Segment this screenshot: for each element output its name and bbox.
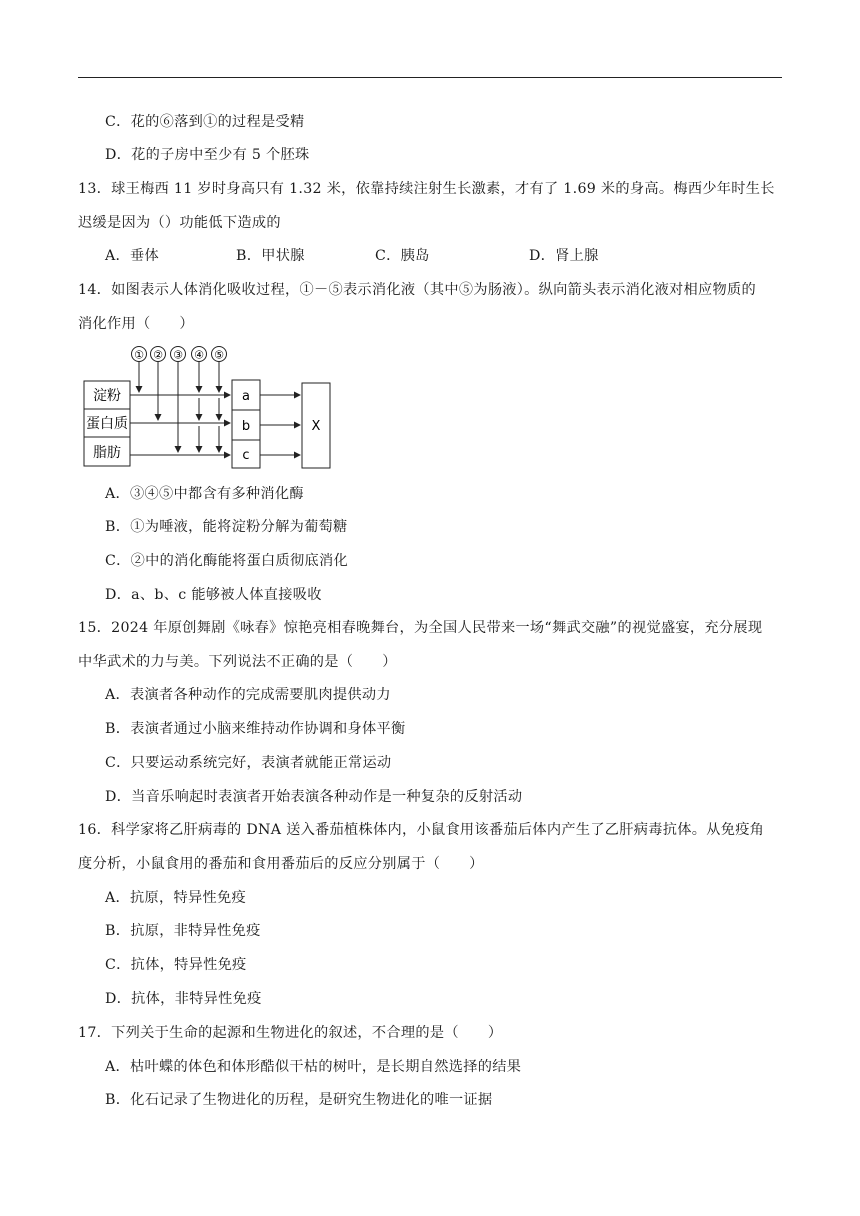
- q13-option-c: C．胰岛: [375, 248, 430, 264]
- header-rule: [78, 77, 782, 78]
- q13-options: [105, 246, 599, 266]
- q16-option-d: D．抗体，非特异性免疫: [105, 991, 262, 1007]
- substance-boxes: [84, 381, 130, 466]
- q16-stem-line2: 度分析，小鼠食用的番茄和食用番茄后的反应分别属于（ ）: [78, 856, 484, 872]
- q16-option-a: A．抗原，特异性免疫: [105, 890, 246, 906]
- q13-stem-line2: 迟缓是因为（）功能低下造成的: [78, 215, 281, 231]
- horizontal-arrows: [130, 395, 300, 455]
- substance-protein: 蛋白质: [86, 416, 128, 432]
- juice-label-1: ①: [134, 348, 144, 362]
- q16-stem-line1: 16．科学家将乙肝病毒的 DNA 送入番茄植株体内，小鼠食用该番茄后体内产生了乙肝病毒抗体。从免疫角: [78, 822, 765, 838]
- product-boxes: [232, 380, 260, 468]
- juice-label-5: ⑤: [214, 348, 224, 362]
- q16-option-b: B．抗原，非特异性免疫: [105, 923, 261, 939]
- vertical-arrows: [139, 362, 219, 452]
- juice-label-4: ④: [194, 348, 204, 362]
- q15-option-a: A．表演者各种动作的完成需要肌肉提供动力: [105, 687, 391, 703]
- product-a: a: [242, 389, 250, 404]
- q15-option-b: B．表演者通过小脑来维持动作协调和身体平衡: [105, 721, 406, 737]
- q17-stem: 17．下列关于生命的起源和生物进化的叙述，不合理的是（ ）: [78, 1025, 503, 1041]
- juice-label-3: ③: [173, 348, 183, 362]
- q14-option-c: C．②中的消化酶能将蛋白质彻底消化: [105, 553, 348, 569]
- q12-option-d: D．花的子房中至少有 5 个胚珠: [105, 147, 310, 163]
- q14-option-b: B．①为唾液，能将淀粉分解为葡萄糖: [105, 519, 348, 535]
- substance-starch: 淀粉: [93, 388, 121, 404]
- juice-label-2: ②: [153, 348, 163, 362]
- q14-stem-line1: 14．如图表示人体消化吸收过程，①－⑤表示消化液（其中⑤为肠液）。纵向箭头表示消化液对相应物质的: [78, 282, 756, 298]
- q13-option-a: A．垂体: [105, 248, 160, 264]
- q17-option-a: A．枯叶蝶的体色和体形酷似干枯的树叶，是长期自然选择的结果: [105, 1059, 522, 1075]
- q14-option-a: A．③④⑤中都含有多种消化酶: [105, 486, 304, 502]
- digestion-diagram: [78, 340, 338, 475]
- q13-stem-line1: 13．球王梅西 11 岁时身高只有 1.32 米，依靠持续注射生长激素，才有了 1.69 米的身高。梅西少年时生长: [78, 181, 775, 197]
- q13-option-b: B．甲状腺: [236, 248, 305, 264]
- product-b: b: [241, 419, 251, 434]
- substance-fat: 脂肪: [93, 445, 121, 461]
- product-c: c: [242, 448, 250, 463]
- juice-labels: [132, 347, 227, 362]
- q14-stem-line2: 消化作用（ ）: [78, 316, 194, 332]
- q14-option-d: D．a、b、c 能够被人体直接吸收: [105, 587, 322, 603]
- q15-option-c: C．只要运动系统完好，表演者就能正常运动: [105, 755, 392, 771]
- q15-stem-line1: 15．2024 年原创舞剧《咏春》惊艳亮相春晚舞台，为全国人民带来一场“舞武交融”的视觉盛宴，充分展现: [78, 620, 763, 636]
- q16-option-c: C．抗体，特异性免疫: [105, 957, 247, 973]
- result-label: X: [311, 419, 321, 434]
- q15-stem-line2: 中华武术的力与美。下列说法不正确的是（ ）: [78, 654, 397, 670]
- q13-option-d: D．肾上腺: [529, 248, 599, 264]
- q12-option-c: C．花的⑥落到①的过程是受精: [105, 114, 305, 130]
- q17-option-b: B．化石记录了生物进化的历程，是研究生物进化的唯一证据: [105, 1092, 493, 1108]
- q15-option-d: D．当音乐响起时表演者开始表演各种动作是一种复杂的反射活动: [105, 789, 523, 805]
